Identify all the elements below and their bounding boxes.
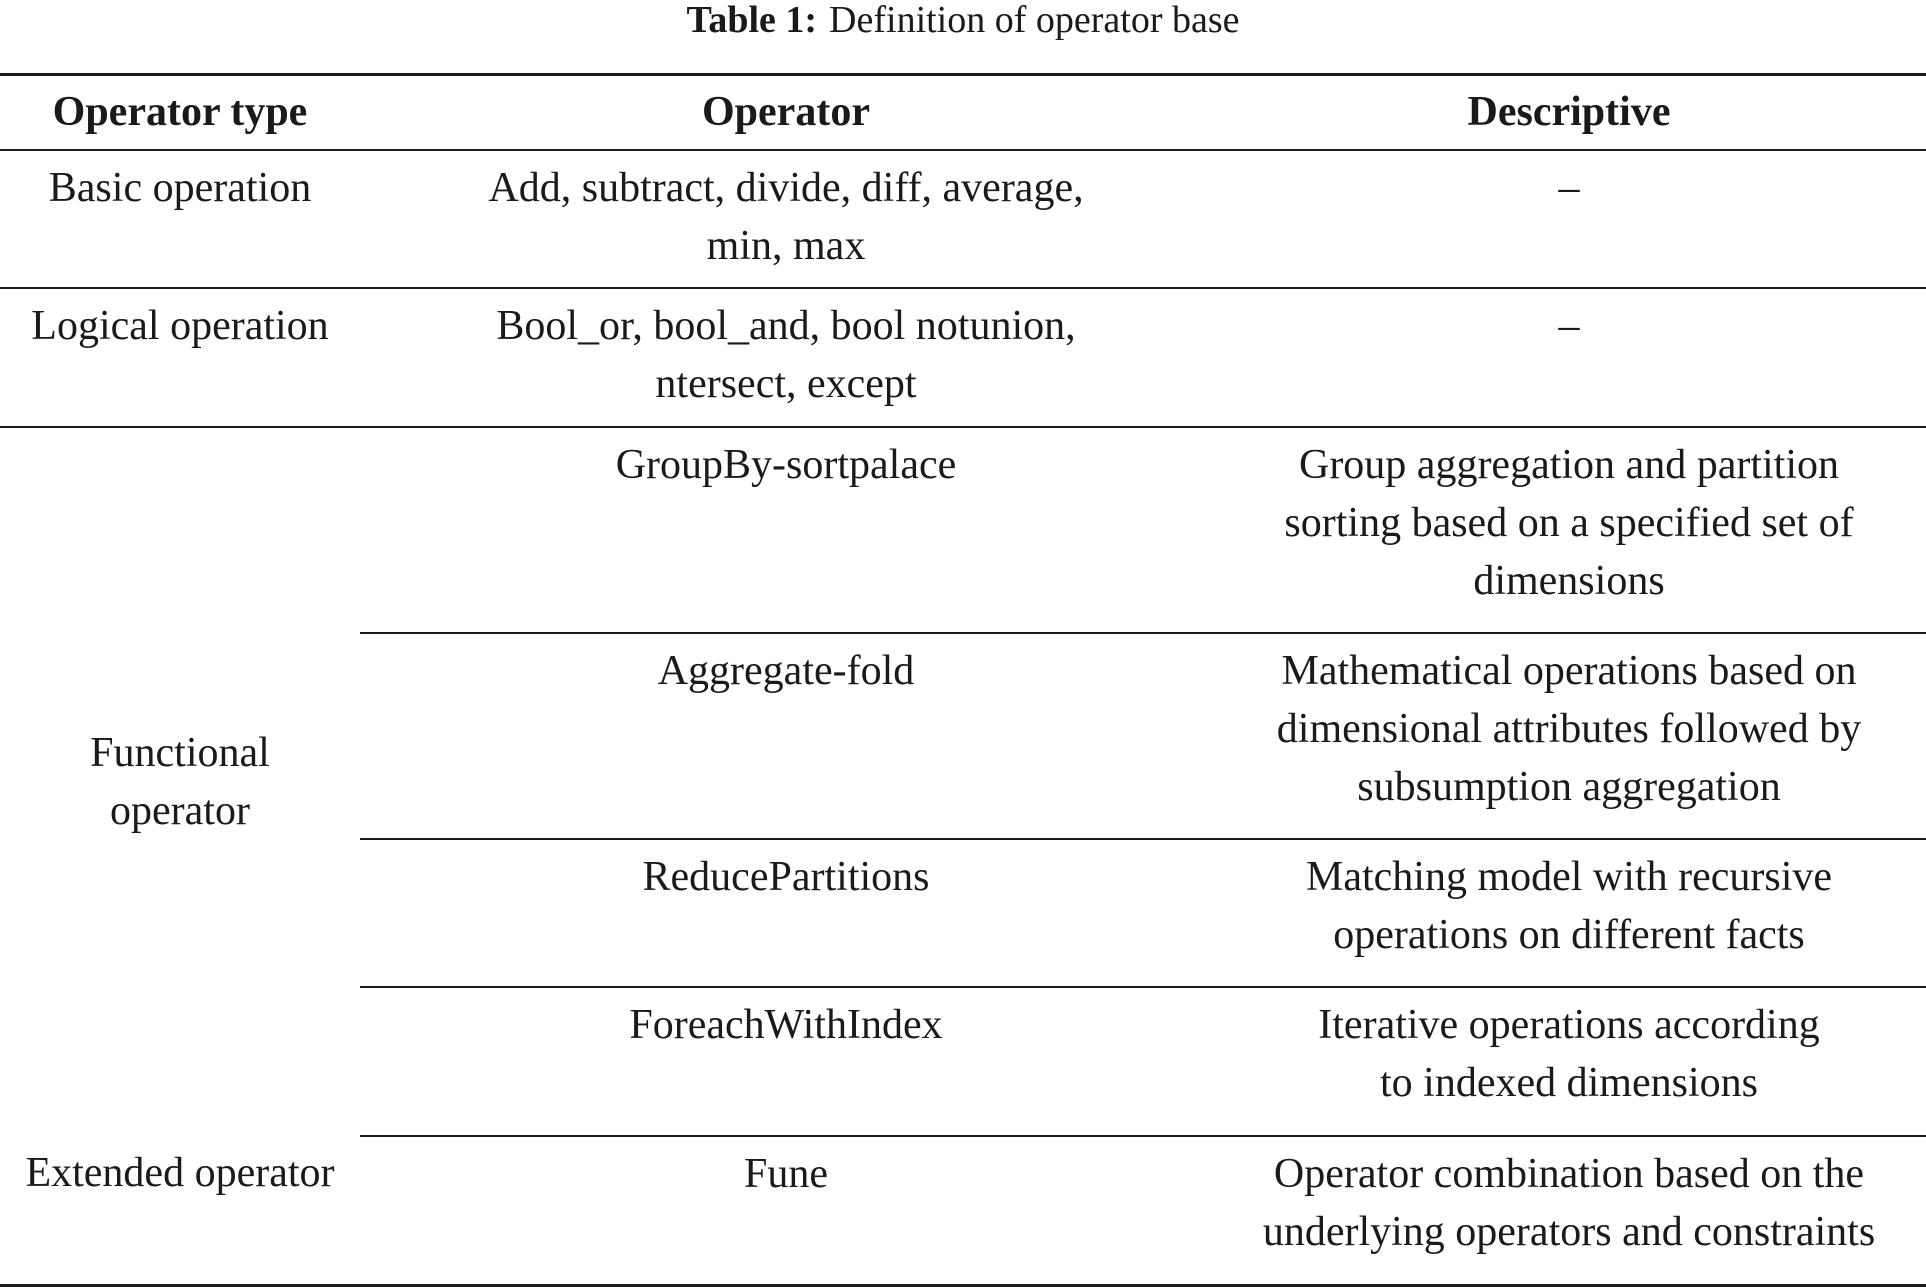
cell-operator: Bool_or, bool_and, bool notunion, ntersect, except [360, 288, 1212, 427]
operator-table [0, 73, 1926, 1287]
cell-descriptive: Iterative operations according to indexed dimensions [1212, 987, 1926, 1136]
cell-operator: GroupBy-sortpalace [360, 427, 1212, 633]
cell-descriptive: Operator combination based on the underlying operators and constraints [1212, 1136, 1926, 1286]
caption-label: Table 1: [686, 0, 818, 41]
cell-type-text: Functional operator [90, 729, 270, 834]
caption-text: Definition of operator base [829, 0, 1240, 41]
table-caption [0, 0, 1926, 40]
table-row [0, 1136, 1926, 1286]
cell-operator: Fune [360, 1136, 1212, 1286]
cell-descriptive: – [1212, 288, 1926, 427]
cell-type [0, 427, 360, 1136]
cell-type: Basic operation [0, 150, 360, 288]
table-header-row [0, 75, 1926, 150]
cell-descriptive: – [1212, 150, 1926, 288]
cell-type: Extended operator [0, 1136, 360, 1286]
cell-type: Logical operation [0, 288, 360, 427]
table-row [0, 150, 1926, 288]
cell-operator: ForeachWithIndex [360, 987, 1212, 1136]
cell-descriptive: Group aggregation and partition sorting based on a specified set of dimensions [1212, 427, 1926, 633]
cell-descriptive: Matching model with recursive operations on different facts [1212, 839, 1926, 987]
table-row [0, 427, 1926, 633]
header-descriptive: Descriptive [1212, 75, 1926, 150]
cell-descriptive: Mathematical operations based on dimensional attributes followed by subsumption aggregation [1212, 633, 1926, 839]
header-operator: Operator [360, 75, 1212, 150]
table-row [0, 288, 1926, 427]
cell-operator: Add, subtract, divide, diff, average, min, max [360, 150, 1212, 288]
header-operator-type: Operator type [0, 75, 360, 150]
cell-operator: ReducePartitions [360, 839, 1212, 987]
cell-operator: Aggregate-fold [360, 633, 1212, 839]
